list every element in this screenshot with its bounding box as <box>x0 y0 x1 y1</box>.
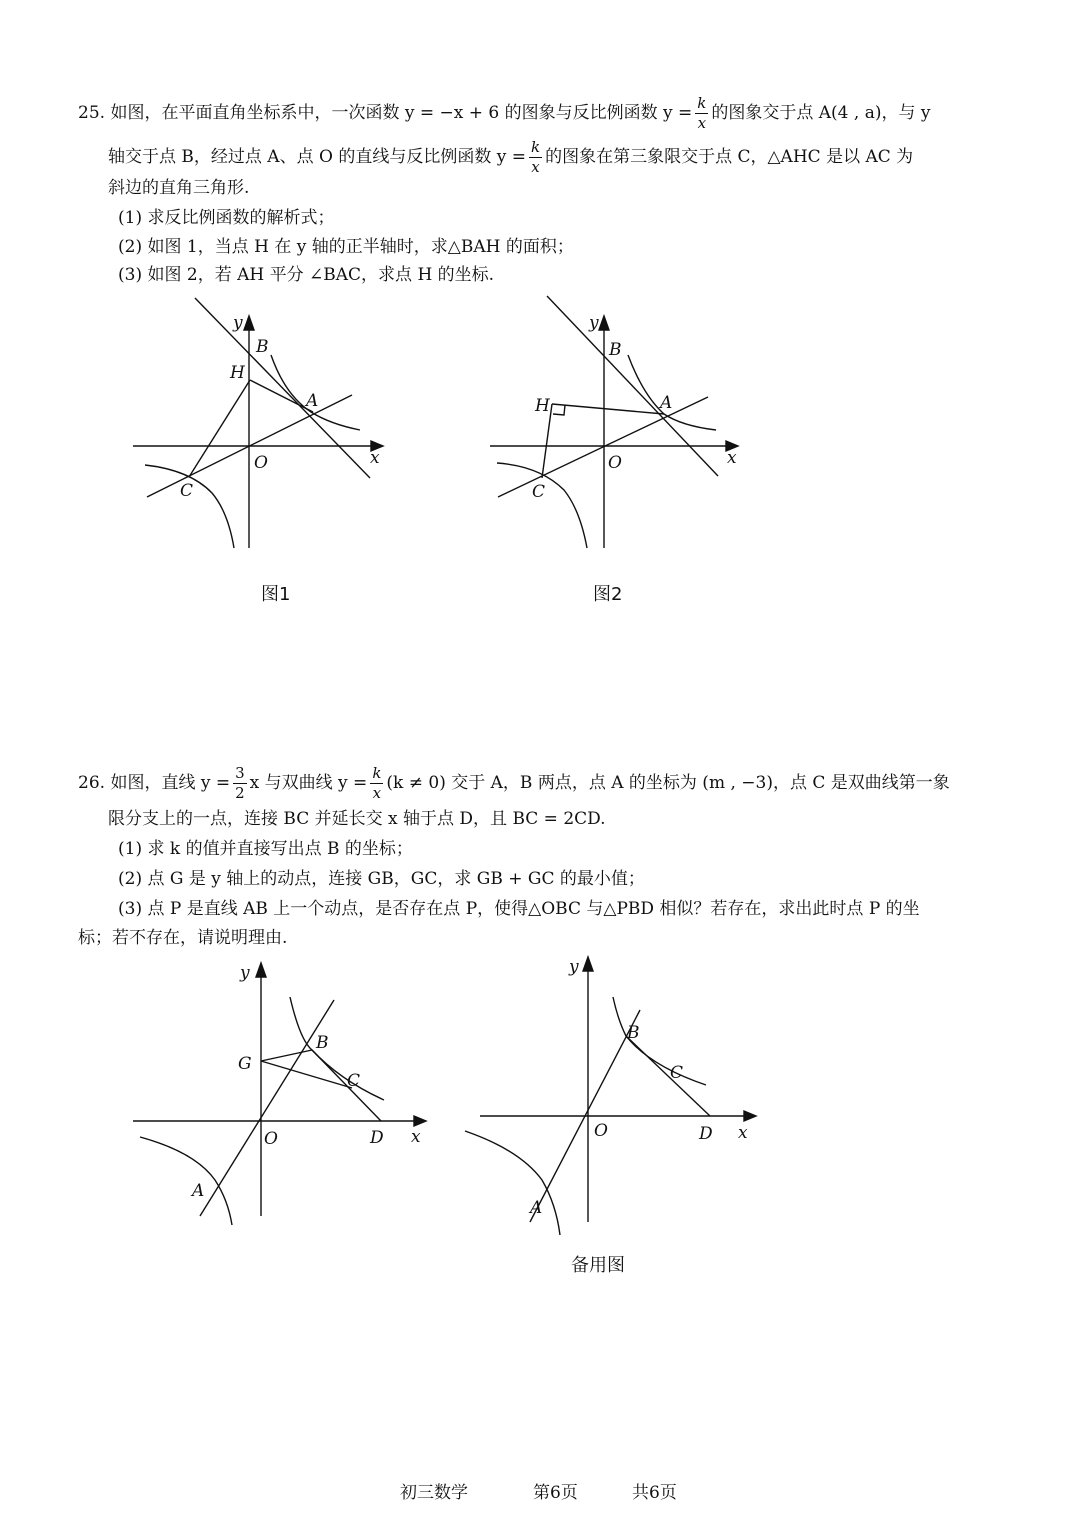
label-a: A <box>306 391 319 411</box>
label-o: O <box>594 1121 608 1141</box>
q25-part1: (1) 求反比例函数的解析式； <box>118 208 335 228</box>
fraction-3-over-2: $\frac{3}{2}$ <box>235 764 245 802</box>
q26-line2: 限分支上的一点，连接 BC 并延长交 x 轴于点 D，且 BC = 2CD. <box>108 809 606 829</box>
q26-part3-cont: 标；若不存在，请说明理由. <box>78 928 288 948</box>
q25-part3: (3) 如图 2，若 AH 平分 ∠BAC，求点 H 的坐标. <box>118 265 495 285</box>
fig2-caption: 图2 <box>593 584 623 605</box>
x-axis-arrow <box>744 1111 756 1121</box>
label-x: x <box>370 448 380 468</box>
label-o: O <box>264 1129 278 1149</box>
spare-caption: 备用图 <box>571 1255 625 1276</box>
label-a: A <box>530 1198 543 1218</box>
label-a: A <box>660 393 673 413</box>
q26-part2: (2) 点 G 是 y 轴上的动点，连接 GB，GC，求 GB + GC 的最小值； <box>118 869 645 889</box>
q26-part3: (3) 点 P 是直线 AB 上一个动点，是否存在点 P，使得△OBC 与△PBD 相似？若存在，求出此时点 P 的坐 <box>118 899 920 919</box>
label-h: H <box>230 363 245 383</box>
q26-part1: (1) 求 k 的值并直接写出点 B 的坐标； <box>118 839 413 859</box>
label-y: y <box>589 313 599 333</box>
q25-line3: 斜边的直角三角形. <box>108 178 250 198</box>
label-x: x <box>727 448 737 468</box>
q25-line1: 25. 如图，在平面直角坐标系中，一次函数 y = −x + 6 的图象与反比例函数 y = $\frac{k}{x}$ 的图象交于点 A(4 , a)，与 y <box>78 94 931 132</box>
segment-bd <box>626 1036 710 1116</box>
label-x: x <box>411 1127 421 1147</box>
fraction-k-over-x: $\frac{k}{x}$ <box>697 94 707 132</box>
label-y: y <box>240 963 250 983</box>
label-c: C <box>670 1063 684 1083</box>
label-h: H <box>535 396 550 416</box>
footer-total: 共6页 <box>632 1483 677 1503</box>
fig1-caption: 图1 <box>261 584 291 605</box>
label-d: D <box>699 1124 713 1144</box>
label-y: y <box>569 957 579 977</box>
label-x: x <box>738 1123 748 1143</box>
label-y: y <box>233 313 243 333</box>
footer-subject: 初三数学 <box>400 1483 468 1503</box>
label-d: D <box>370 1128 384 1148</box>
label-c: C <box>347 1071 361 1091</box>
label-o: O <box>254 453 268 473</box>
label-o: O <box>608 453 622 473</box>
label-a: A <box>192 1181 205 1201</box>
q26-line1: 26. 如图，直线 y = $\frac{3}{2}$ x 与双曲线 y = $\frac{k}{x}$ (k ≠ 0) 交于 A，B 两点，点 A 的坐标为 (m , −3)，点 C 是双曲线第一象 <box>78 764 950 802</box>
label-c: C <box>532 482 546 502</box>
label-c: C <box>180 481 194 501</box>
label-b: B <box>627 1023 640 1043</box>
q25-line2: 轴交于点 B，经过点 A、点 O 的直线与反比例函数 y = $\frac{k}{x}$ 的图象在第三象限交于点 C，△AHC 是以 AC 为 <box>108 138 914 176</box>
label-g: G <box>238 1054 252 1074</box>
fraction-k-over-x: $\frac{k}{x}$ <box>372 764 382 802</box>
label-b: B <box>256 337 269 357</box>
hyperbola-q3 <box>465 1131 560 1235</box>
y-axis-arrow <box>583 957 593 971</box>
footer-page: 第6页 <box>533 1483 578 1503</box>
fraction-k-over-x: $\frac{k}{x}$ <box>530 138 541 176</box>
label-b: B <box>316 1033 329 1053</box>
q25-part2: (2) 如图 1，当点 H 在 y 轴的正半轴时，求△BAH 的面积； <box>118 237 574 257</box>
label-b: B <box>609 340 622 360</box>
